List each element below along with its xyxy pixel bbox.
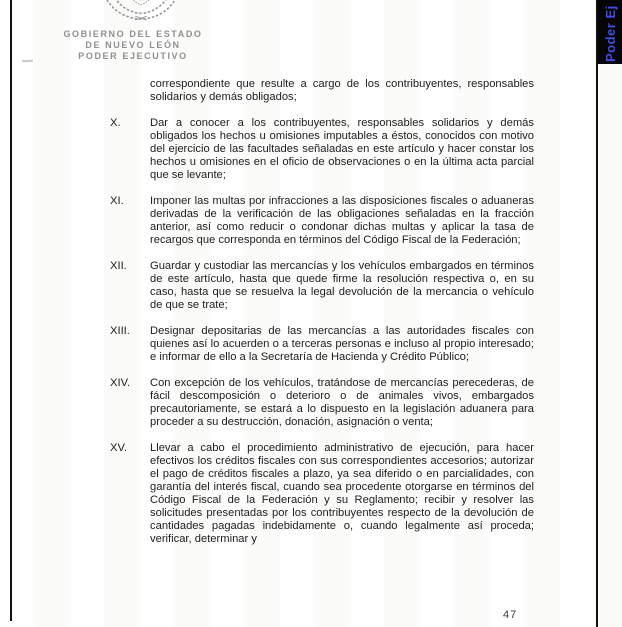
side-tab-poder-ejecutivo	[598, 0, 622, 64]
letterhead-line-3: PODER EJECUTIVO	[78, 51, 188, 61]
page-border-right	[596, 0, 598, 627]
item-text: Llevar a cabo el procedimiento administrativo de ejecución, para hacer efectivos los créditos fiscales con sus correspondientes accesorios; autorizar el pago de créditos fiscales a plazo, ya sea diferido o en parcialidades, con garantía del interés fiscal, cuando sea procedente otorgarse en términos del Código Fiscal de la Federación y su Reglamento; recibir y resolver las solicitudes presentadas por los contribuyentes respecto de la devolución de cantidades pagadas indebidamente o, cuando legalmente así proceda; verificar, determinar y	[150, 442, 534, 545]
list-item-xiv	[110, 377, 534, 429]
list-item-x	[110, 117, 534, 182]
scan-artifact-dash	[22, 60, 33, 62]
item-numeral: X.	[110, 117, 121, 129]
item-numeral: XI.	[110, 195, 124, 207]
item-text: Dar a conocer a los contribuyentes, responsables solidarios y demás obligados los hechos u omisiones imputables a éstos, conocidos con motivo del ejercicio de las facultades señaladas en este artículo y hacer constar los hechos u omisiones en el oficio de observaciones o en la última acta parcial que se levante;	[150, 117, 534, 181]
item-numeral: XIV.	[110, 377, 131, 389]
continuation-paragraph: correspondiente que resulte a cargo de los contribuyentes, responsables solidarios y demás obligados;	[150, 78, 534, 103]
side-tab-label: Poder Ej	[603, 5, 618, 62]
letterhead-line-1: GOBIERNO DEL ESTADO	[63, 29, 203, 39]
letterhead-line-2: DE NUEVO LEÓN	[85, 40, 181, 50]
item-numeral: XIII.	[110, 325, 130, 337]
item-numeral: XV.	[110, 442, 128, 454]
page-border-left	[10, 0, 12, 621]
list-item-xi	[110, 195, 534, 247]
list-item-xiii	[110, 325, 534, 364]
document-body	[110, 78, 534, 559]
item-text: Con excepción de los vehículos, tratándose de mercancías perecederas, de fácil descomposición o deterioro o de animales vivos, embargados precautoriamente, se estará a lo dispuesto en la legislación aduanera para proceder a su destrucción, donación, asignación o venta;	[150, 377, 534, 428]
page-number: 47	[503, 609, 518, 621]
item-text: Guardar y custodiar las mercancías y los vehículos embargados en términos de este artículo, hasta que quede firme la resolución respectiva o, en su caso, hasta que se resuelva la legal devolución de la mercancia o vehículo de que se trate;	[150, 260, 534, 311]
list-item-xv	[110, 442, 534, 546]
national-seal-icon	[93, 0, 189, 27]
letterhead	[35, 29, 231, 62]
item-numeral: XII.	[110, 260, 127, 272]
item-text: Imponer las multas por infracciones a las disposiciones fiscales o aduaneras derivadas de la verificación de las obligaciones señaladas en la fracción anterior, así como reducir o condonar dichas multas y aplicar la tasa de recargos que corresponda en términos del Código Fiscal de la Federación;	[150, 195, 534, 246]
list-item-xii	[110, 260, 534, 312]
item-text: Designar depositarias de las mercancías a las autoridades fiscales con quienes así lo acuerden o a terceras personas e incluso al propio interesado; e informar de ello a la Secretaría de Hacienda y Crédito Público;	[150, 325, 534, 363]
